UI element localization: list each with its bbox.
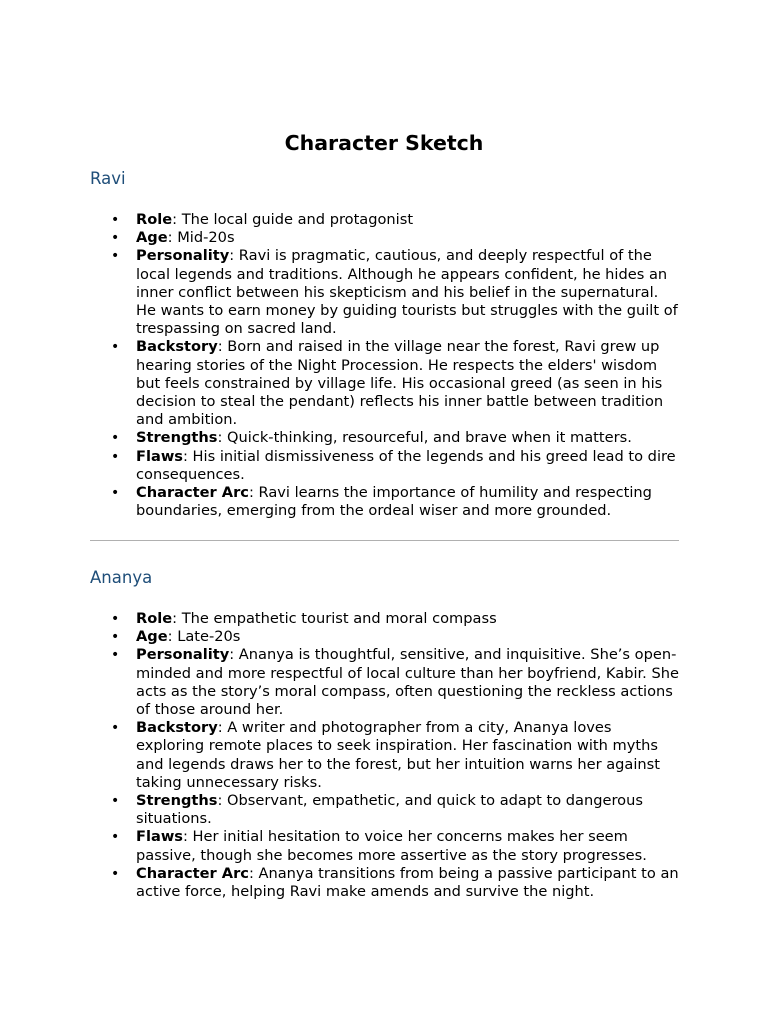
bullet-icon: • — [111, 212, 120, 228]
list-item-age — [111, 229, 680, 247]
field-text: : Born and raised in the village near the forest, Ravi grew up hearing stories of the Night Procession. He respects the elders' wisdom but feels constrained by village life. His occasional greed (as seen in his decision to steal the pendant) reflects his inner battle between tradition and ambition. — [136, 338, 664, 429]
field-label: Age — [136, 229, 168, 247]
field-label: Age — [136, 628, 168, 646]
bullet-icon: • — [111, 829, 120, 846]
list-item-personality — [111, 646, 680, 719]
field-label: Backstory — [136, 719, 218, 737]
field-text: : Mid-20s — [167, 229, 235, 247]
field-label: Strengths — [136, 429, 218, 447]
field-text: : Ananya transitions from being a passive participant to an active force, helping Ravi make amends and survive the night. — [136, 864, 679, 901]
bullet-icon: • — [111, 629, 120, 646]
character-heading-ananya: Ananya — [90, 568, 153, 587]
bullet-icon: • — [111, 720, 120, 737]
list-item-flaws — [111, 447, 680, 484]
field-text: : Observant, empathetic, and quick to adapt to dangerous situations. — [136, 792, 643, 828]
character-details-ravi — [90, 211, 680, 520]
list-item-role — [111, 610, 680, 628]
bullet-icon: • — [111, 647, 120, 664]
field-label: Strengths — [136, 792, 218, 810]
list-item-character-arc — [111, 484, 680, 520]
field-label: Backstory — [136, 338, 218, 356]
bullet-icon: • — [111, 793, 120, 810]
field-text: : Ravi is pragmatic, cautious, and deeply respectful of the local legends and traditions. Although he appears confident, he hides an inner conflict between his skepticism and his belief in the supernatural. He wants to earn money by guiding tourists but struggles with the guilt of trespassing on sacred land. — [136, 247, 678, 338]
field-text: : A writer and photographer from a city, Ananya loves exploring remote places to seek inspiration. Her fascination with myths and legends draws her to the forest, but her intuition warns her against taking unnecessary risks. — [136, 719, 661, 791]
list-item-backstory — [111, 719, 680, 792]
list-item-role — [111, 211, 680, 229]
character-details-ananya — [90, 610, 680, 901]
field-label: Personality — [136, 247, 230, 265]
field-label: Flaws — [136, 447, 183, 465]
list-item-strengths — [111, 429, 680, 447]
list-item-character-arc — [111, 864, 680, 901]
list-item-backstory — [111, 338, 680, 429]
section-divider — [90, 540, 679, 541]
field-label: Character Arc — [136, 864, 249, 882]
field-label: Role — [136, 610, 173, 627]
field-label: Character Arc — [136, 484, 249, 502]
bullet-icon: • — [111, 248, 120, 265]
field-text: : Her initial hesitation to voice her concerns makes her seem passive, though she becomes more assertive as the story progresses. — [136, 828, 647, 864]
bullet-icon: • — [111, 430, 120, 447]
field-text: : Ananya is thoughtful, sensitive, and inquisitive. She’s open-minded and more respectful of local culture than her boyfriend, Kabir. She acts as the story’s moral compass, often questioning the reckless actions of those around her. — [136, 646, 679, 719]
field-label: Flaws — [136, 828, 183, 846]
field-text: : Quick-thinking, resourceful, and brave when it matters. — [217, 429, 632, 447]
bullet-icon: • — [111, 339, 120, 356]
bullet-icon: • — [111, 485, 120, 502]
field-text: : The local guide and protagonist — [172, 211, 414, 228]
field-text: : Ravi learns the importance of humility and respecting boundaries, emerging from the ordeal wiser and more grounded. — [136, 484, 652, 520]
bullet-icon: • — [111, 611, 120, 627]
character-heading-ravi: Ravi — [90, 169, 126, 188]
list-item-flaws — [111, 828, 680, 864]
list-item-personality — [111, 247, 680, 338]
bullet-icon: • — [111, 448, 120, 465]
field-label: Personality — [136, 646, 230, 664]
page-title: Character Sketch — [284, 131, 484, 155]
field-label: Role — [136, 211, 173, 228]
list-item-strengths — [111, 792, 680, 828]
list-item-age — [111, 628, 680, 646]
field-text: : His initial dismissiveness of the legends and his greed lead to dire consequences. — [136, 447, 676, 483]
bullet-icon: • — [111, 865, 120, 882]
field-text: : The empathetic tourist and moral compass — [172, 610, 497, 627]
field-text: : Late-20s — [167, 628, 241, 646]
bullet-icon: • — [111, 230, 120, 247]
